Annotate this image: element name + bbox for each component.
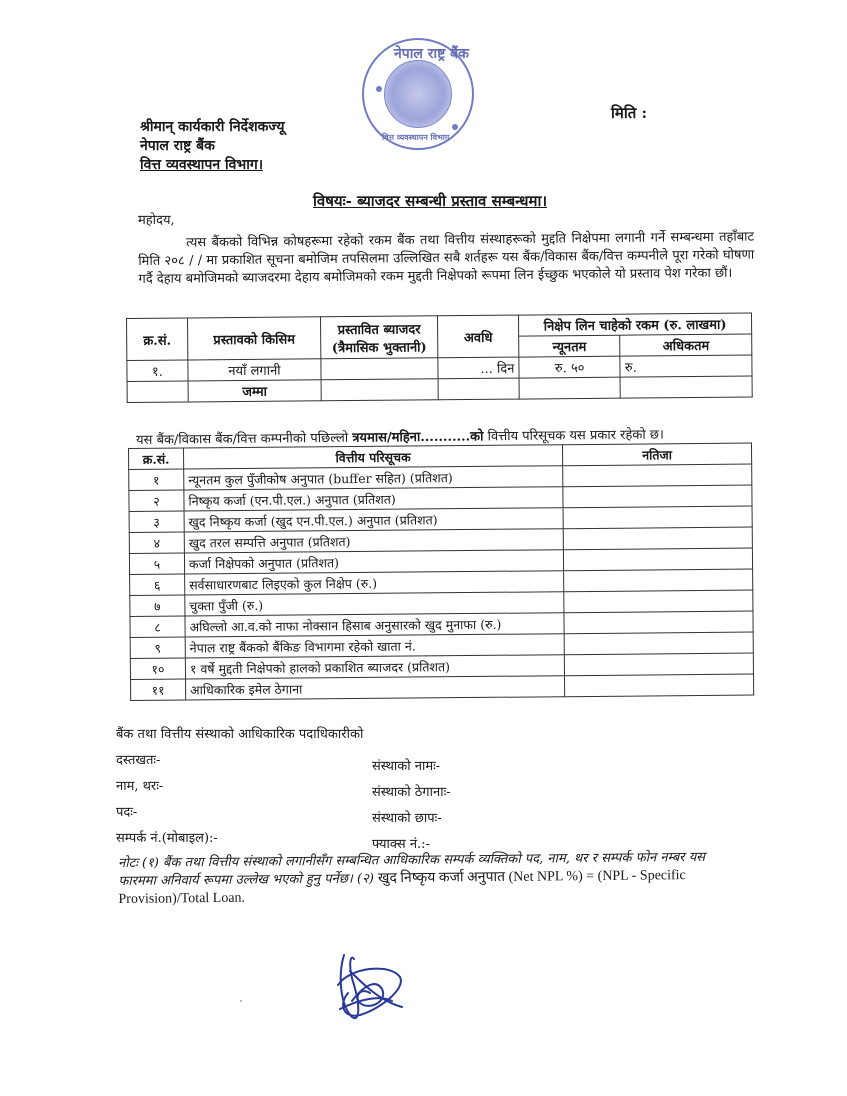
cell-result[interactable] (563, 485, 752, 508)
cell-indicator: खुद निष्कृय कर्जा (खुद एन.पी.एल.) अनुपात (प्रतिशत) (184, 508, 563, 532)
col-header-rate: प्रस्तावित ब्याजदर (त्रैमासिक भुक्तानी) (320, 316, 437, 359)
cell-sn: ५ (129, 553, 184, 574)
signature-scribble-icon (330, 945, 410, 1025)
cell-sn: ११ (131, 679, 186, 700)
cell-sn: २ (129, 490, 184, 511)
institution-stamp-field-label[interactable]: संस्थाको छापः- (372, 811, 442, 826)
cell-sn: १० (130, 658, 185, 679)
seal-dot (452, 124, 458, 130)
cell-indicator: नेपाल राष्ट्र बैंकको बैंकिङ विभागमा रहेको खाता नं. (185, 634, 564, 658)
cell-period[interactable] (438, 378, 519, 400)
footnote-part-2: खुद निष्कृय कर्जा अनुपात (Net NPL %) = (NPL - Specific Provision)/Total Loan. (118, 868, 686, 907)
subject-line: विषयः- ब्याजदर सम्बन्धी प्रस्ताव सम्बन्धमा। (313, 192, 548, 210)
addressee-line-1: श्रीमान् कार्यकारी निर्देशकज्यू (140, 119, 285, 135)
body-paragraph: त्यस बैंकको विभिन्न कोषहरूमा रहेको रकम बैंक तथा वित्तीय संस्थाहरूको मुद्दति निक्षेपमा लगानी गर्ने सम्बन्धमा तहाँबाट मिति २०८ / / मा प्रकाशित सूचना बमोजिम तपसिलमा उल्लिखित सबै शर्तहरू यस बैंक/विकास बैंक/वित्त कम्पनीले पूरा गरेको घोषणा गर्दै देहाय बमोजिमको ब्याजदरमा देहाय बमोजिमको रकम मुद्दती निक्षेपको रूपमा लिन ईच्छुक भएकोले यो प्रस्ताव पेश गरेका छौं। (138, 229, 755, 287)
fax-field-label[interactable]: फ्याक्स नं.:- (372, 837, 430, 852)
cell-result[interactable] (563, 548, 752, 571)
cell-sn: ३ (129, 511, 184, 532)
cell-result[interactable] (564, 590, 753, 613)
intro-text-end: वित्तीय परिसूचक यस प्रकार रहेको छ। (483, 427, 664, 445)
institution-name-field-label[interactable]: संस्थाको नामः- (372, 759, 441, 774)
seal-dot (376, 86, 382, 92)
cell-result[interactable] (563, 527, 752, 550)
cell-result[interactable] (564, 611, 753, 634)
proposal-table (126, 313, 753, 403)
cell-min[interactable] (519, 377, 621, 399)
seal-emblem (384, 60, 452, 128)
cell-sn: १. (127, 360, 188, 382)
cell-sn: १ (129, 469, 184, 490)
official-seal (362, 38, 474, 150)
intro-period-blank[interactable]: त्रयमास/महिना...........को (352, 429, 484, 446)
institution-address-field-label[interactable]: संस्थाको ठेगानाः- (372, 785, 451, 800)
cell-type: नयाँ लगानी (188, 359, 321, 381)
salutation: महोदय, (138, 213, 175, 228)
cell-indicator: खुद तरल सम्पत्ति अनुपात (प्रतिशत) (184, 529, 563, 553)
cell-indicator: सर्वसाधारणबाट लिइएको कुल निक्षेप (रु.) (185, 571, 564, 595)
addressee-line-3: वित्त व्यवस्थापन विभाग। (140, 157, 264, 173)
date-label: मिति : (611, 104, 648, 122)
officer-section-title: बैंक तथा वित्तीय संस्थाको आधिकारिक पदाधिकारीको (116, 727, 364, 742)
cell-result[interactable] (563, 506, 752, 529)
cell-result[interactable] (564, 632, 753, 655)
addressee-line-2: नेपाल राष्ट्र बैंक (140, 138, 215, 154)
cell-sn: ७ (130, 595, 185, 616)
cell-rate[interactable] (321, 358, 438, 380)
cell-period[interactable]: ... दिन (438, 357, 519, 379)
cell-sn: ४ (129, 532, 184, 553)
cell-min[interactable]: रु. ५० (519, 356, 621, 378)
cell-max[interactable] (620, 376, 752, 398)
cell-result[interactable] (563, 464, 752, 487)
cell-indicator: निष्कृय कर्जा (एन.पी.एल.) अनुपात (प्रतिशत) (184, 487, 563, 511)
col-header-sn: क्र.सं. (129, 448, 184, 469)
cell-max[interactable]: रु. (620, 355, 752, 377)
cell-result[interactable] (564, 653, 753, 676)
scan-speck (240, 1000, 242, 1002)
cell-sn: ९ (130, 637, 185, 658)
col-header-min: न्यूनतम (519, 335, 621, 357)
cell-sn: ८ (130, 616, 185, 637)
table-row (131, 674, 754, 700)
footnote (118, 849, 739, 909)
cell-sn (127, 381, 188, 403)
cell-indicator: कर्जा निक्षेपको अनुपात (प्रतिशत) (184, 550, 563, 574)
col-header-amount: निक्षेप लिन चाहेको रकम (रु. लाखमा) (518, 313, 751, 336)
col-header-sn: क्र.सं. (127, 318, 188, 361)
footnote-part-1: नोटः (१) बैंक तथा वित्तीय संस्थाको लगानीसँग सम्बन्धित आधिकारिक सम्पर्क व्यक्तिको पद, नाम, थर र सम्पर्क फोन नम्बर यस फारममा अनिवार्य रूपमा उल्लेख भएको हुनु पर्नेछ। (२) (118, 849, 706, 889)
col-header-period: अवधि (437, 315, 518, 358)
financial-indicator-table (128, 443, 754, 701)
col-header-max: अधिकतम (620, 334, 752, 356)
addressee-block (140, 118, 285, 175)
cell-rate[interactable] (321, 379, 438, 401)
cell-total-label: जम्मा (188, 380, 321, 402)
col-header-indicator: वित्तीय परिसूचक (184, 445, 563, 469)
col-header-result: नतिजा (562, 443, 751, 466)
seal-top-text: नेपाल राष्ट्र बैंक (394, 46, 469, 62)
cell-indicator: १ वर्षे मुद्दती निक्षेपको हालको प्रकाशित ब्याजदर (प्रतिशत) (185, 655, 564, 679)
seal-bottom-text: वित्त व्यवस्थापन विभाग (382, 132, 450, 142)
cell-indicator: आधिकारिक इमेल ठेगाना (186, 676, 565, 700)
cell-indicator: न्यूनतम कुल पुँजीकोष अनुपात (buffer सहित) (प्रतिशत) (184, 466, 563, 490)
cell-result[interactable] (565, 674, 754, 697)
mobile-field-label[interactable]: सम्पर्क नं.(मोबाइल):- (116, 831, 218, 846)
intro-text: यस बैंक/विकास बैंक/वित्त कम्पनीको पछिल्लो (136, 430, 353, 448)
cell-sn: ६ (130, 574, 185, 595)
table-row-total (127, 376, 752, 402)
cell-result[interactable] (564, 569, 753, 592)
signature-field-label[interactable]: दस्तखतः- (116, 753, 161, 768)
position-field-label[interactable]: पदः- (116, 805, 138, 820)
cell-indicator: चुक्ता पुँजी (रु.) (185, 592, 564, 616)
cell-indicator: अघिल्लो आ.व.को नाफा नोक्सान हिसाब अनुसारको खुद मुनाफा (रु.) (185, 613, 564, 637)
name-field-label[interactable]: नाम, थरः- (116, 779, 164, 794)
col-header-type: प्रस्तावको किसिम (188, 317, 321, 360)
